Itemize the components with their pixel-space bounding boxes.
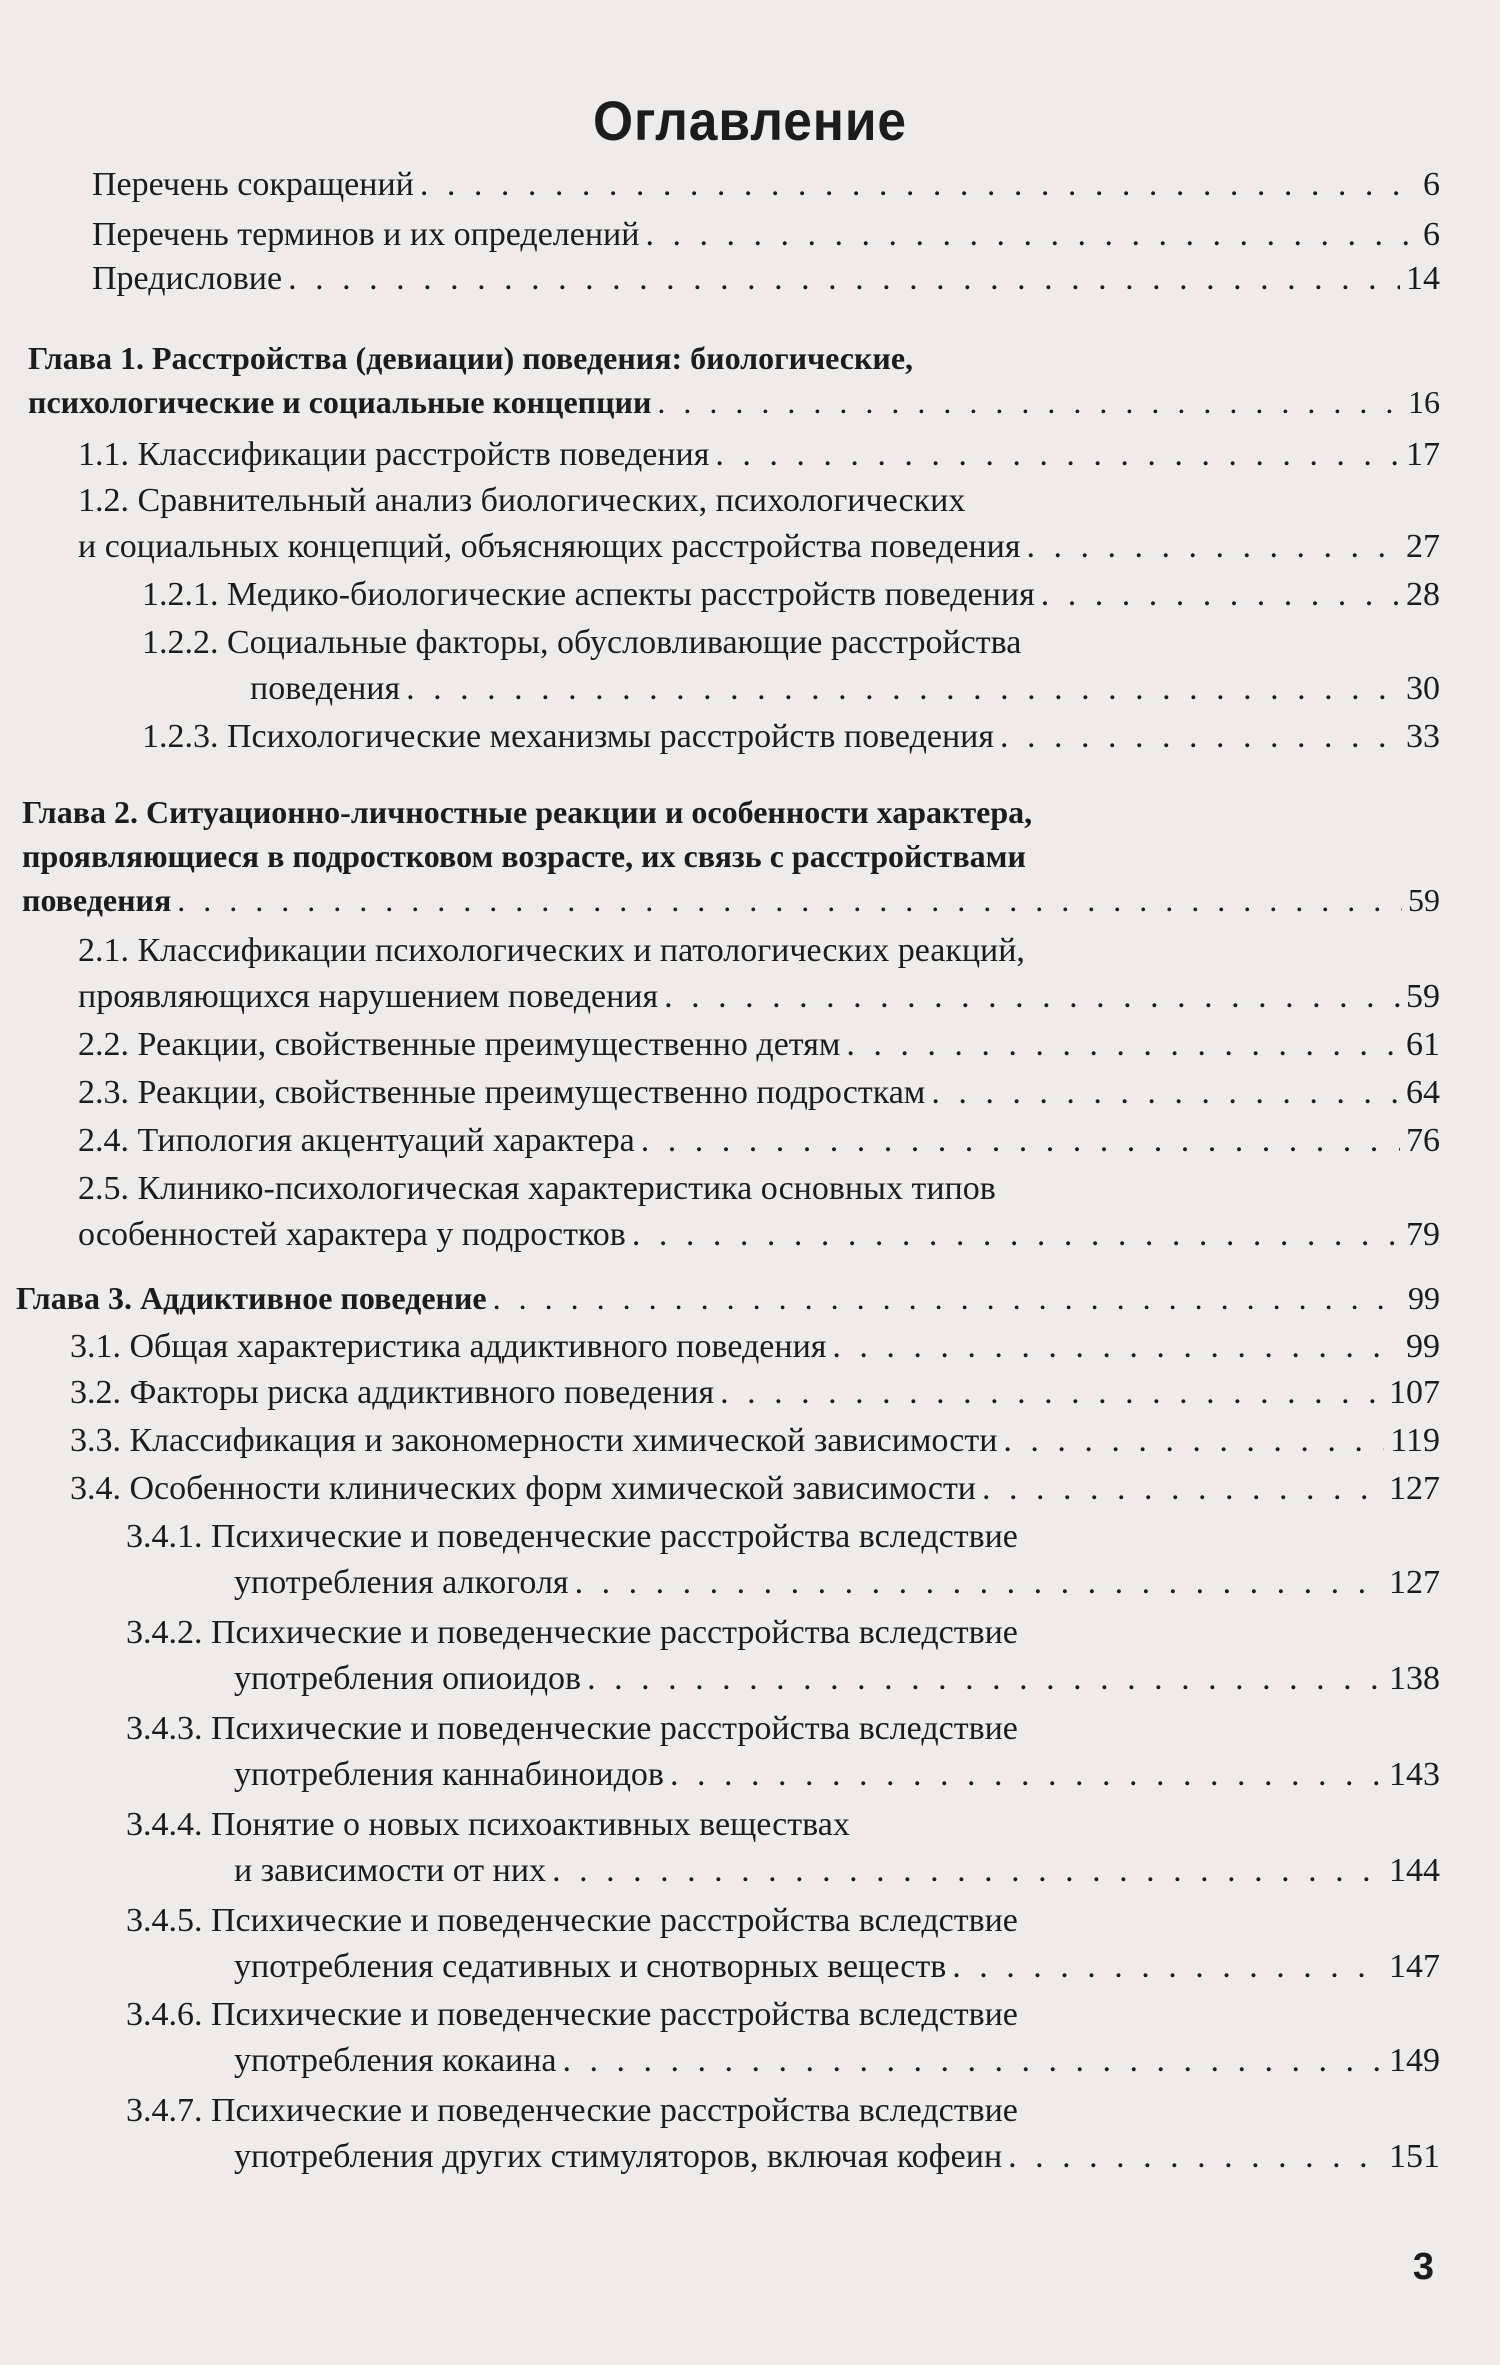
toc-section-3-3: 3.3. Классификация и закономерности химической зависимости . . . 119: [70, 1418, 1440, 1464]
toc-section-2-3: 2.3. Реакции, свойственные преимущественно подросткам . . . 64: [78, 1070, 1440, 1116]
dot-leader: [664, 974, 1400, 1020]
page-number: 76: [1406, 1122, 1440, 1159]
dot-leader: [645, 212, 1417, 258]
toc-section-3-4-2: 3.4.2. Психические и поведенческие расстройства вследствие употребления опиоидов . . . 138: [126, 1610, 1440, 1702]
page-number: 30: [1406, 670, 1440, 707]
page-number: 33: [1406, 718, 1440, 755]
dot-leader: [670, 1752, 1383, 1798]
page-number: 147: [1389, 1948, 1440, 1985]
page-number: 14: [1406, 260, 1440, 297]
dot-leader: [288, 256, 1400, 302]
page-number: 17: [1406, 436, 1440, 473]
toc-section-3-4: 3.4. Особенности клинических форм химической зависимости . . . 127: [70, 1466, 1440, 1512]
page-number: 27: [1406, 528, 1440, 565]
dot-leader: [632, 1212, 1400, 1258]
dot-leader: [952, 1944, 1383, 1990]
page-number: 119: [1390, 1422, 1440, 1459]
page-number: 127: [1389, 1564, 1440, 1601]
dot-leader: [931, 1070, 1400, 1116]
toc-section-1-1: 1.1. Классификации расстройств поведения . . . 17: [78, 432, 1440, 478]
dot-leader: [846, 1022, 1400, 1068]
toc-section-2-4: 2.4. Типология акцентуаций характера . . . 76: [78, 1118, 1440, 1164]
toc-section-3-4-3: 3.4.3. Психические и поведенческие расстройства вследствие употребления каннабиноидов . . . 143: [126, 1706, 1440, 1798]
page-number: 79: [1406, 1216, 1440, 1253]
toc-section-3-4-5: 3.4.5. Психические и поведенческие расстройства вследствие употребления седативных и снотворных веществ . . . 147: [126, 1898, 1440, 1990]
toc-chapter-1: Глава 1. Расстройства (девиации) поведения: биологические, психологические и социальные концепции . . . 16: [28, 336, 1440, 424]
dot-leader: [1000, 714, 1400, 760]
toc-entry-preface: Предисловие . . . 14: [92, 256, 1440, 302]
toc-section-2-1: 2.1. Классификации психологических и патологических реакций, проявляющихся нарушением поведения . . . 59: [78, 928, 1440, 1020]
dot-leader: [1008, 2134, 1383, 2180]
dot-leader: [587, 1656, 1383, 1702]
page-number: 59: [1406, 978, 1440, 1015]
dot-leader: [177, 878, 1402, 922]
page-number: 151: [1389, 2138, 1440, 2175]
page-number: 138: [1389, 1660, 1440, 1697]
page-number: 6: [1423, 166, 1440, 203]
toc-chapter-3: Глава 3. Аддиктивное поведение . . . 99: [16, 1276, 1440, 1320]
dot-leader: [493, 1276, 1402, 1320]
toc-section-3-4-7: 3.4.7. Психические и поведенческие расстройства вследствие употребления других стимуляторов, включая кофеин . . . 151: [126, 2088, 1440, 2180]
toc-section-1-2-2: 1.2.2. Социальные факторы, обусловливающие расстройства поведения . . . 30: [142, 620, 1440, 712]
dot-leader: [1027, 524, 1400, 570]
page-number: 6: [1423, 216, 1440, 253]
toc-chapter-2: Глава 2. Ситуационно-личностные реакции и особенности характера, проявляющиеся в подростковом возрасте, их связь с расстройствами поведения . . . 59: [22, 790, 1440, 922]
page-folio-number: 3: [1412, 2246, 1434, 2288]
toc-section-1-2-3: 1.2.3. Психологические механизмы расстройств поведения . . . 33: [142, 714, 1440, 760]
dot-leader: [1003, 1418, 1384, 1464]
dot-leader: [832, 1324, 1400, 1370]
toc-section-2-2: 2.2. Реакции, свойственные преимущественно детям . . . 61: [78, 1022, 1440, 1068]
dot-leader: [641, 1118, 1400, 1164]
page-number: 99: [1408, 1280, 1440, 1316]
page-number: 127: [1389, 1470, 1440, 1507]
toc-section-3-1: 3.1. Общая характеристика аддиктивного поведения . . . 99: [70, 1324, 1440, 1370]
page-number: 144: [1389, 1852, 1440, 1889]
dot-leader: [720, 1370, 1383, 1416]
page-number: 16: [1408, 384, 1440, 420]
toc-section-1-2-1: 1.2.1. Медико-биологические аспекты расстройств поведения . . . 28: [142, 572, 1440, 618]
dot-leader: [563, 2038, 1383, 2084]
toc-section-1-2: 1.2. Сравнительный анализ биологических, психологических и социальных концепций, объясняющих расстройства поведения . . . 27: [78, 478, 1440, 570]
page-title: Оглавление: [593, 89, 907, 152]
dot-leader: [715, 432, 1400, 478]
dot-leader: [982, 1466, 1383, 1512]
page-number: 64: [1406, 1074, 1440, 1111]
page-number: 99: [1406, 1328, 1440, 1365]
toc-section-2-5: 2.5. Клинико-психологическая характеристика основных типов особенностей характера у подростков . . . 79: [78, 1166, 1440, 1258]
dot-leader: [552, 1848, 1383, 1894]
dot-leader: [420, 162, 1417, 208]
page-number: 61: [1406, 1026, 1440, 1063]
toc-section-3-4-1: 3.4.1. Психические и поведенческие расстройства вследствие употребления алкоголя . . . 127: [126, 1514, 1440, 1606]
toc-section-3-4-6: 3.4.6. Психические и поведенческие расстройства вследствие употребления кокаина . . . 149: [126, 1992, 1440, 2084]
page-number: 149: [1389, 2042, 1440, 2079]
toc-entry-abbreviations: Перечень сокращений . . . 6: [92, 162, 1440, 208]
dot-leader: [1041, 572, 1400, 618]
toc-entry-terms: Перечень терминов и их определений . . . 6: [92, 212, 1440, 258]
dot-leader: [575, 1560, 1383, 1606]
page-number: 143: [1389, 1756, 1440, 1793]
page-number: 28: [1406, 576, 1440, 613]
dot-leader: [657, 380, 1402, 424]
page-number: 59: [1408, 882, 1440, 918]
toc-section-3-4-4: 3.4.4. Понятие о новых психоактивных веществах и зависимости от них . . . 144: [126, 1802, 1440, 1894]
dot-leader: [406, 666, 1400, 712]
page-number: 107: [1389, 1374, 1440, 1411]
toc-section-3-2: 3.2. Факторы риска аддиктивного поведения . . . 107: [70, 1370, 1440, 1416]
